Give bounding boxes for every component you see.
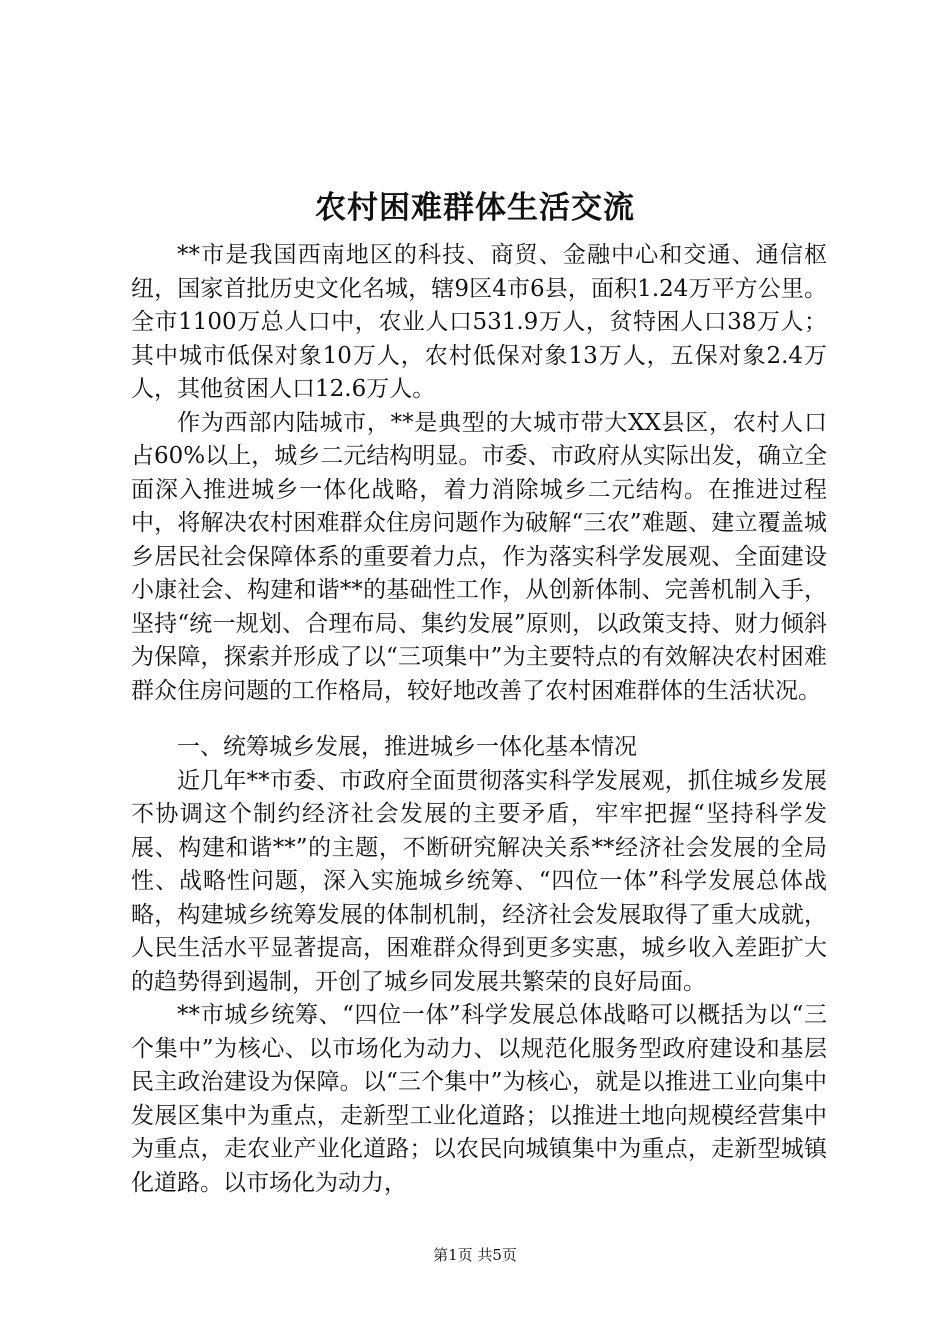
document-body bbox=[131, 239, 827, 1200]
paragraph-overview: **市是我国西南地区的科技、商贸、金融中心和交通、通信枢纽，国家首批历史文化名城，辖9区4市6县，面积1.24万平方公里。全市1100万总人口中，农业人口531.9万人，贫特困人口38万人；其中城市低保对象10万人，农村低保对象13万人，五保对象2.4万人，其他贫困人口12.6万人。 bbox=[131, 242, 827, 402]
page-footer: 第1页 共5页 bbox=[433, 1246, 517, 1264]
paragraph-total-strategy: **市城乡统筹、“四位一体”科学发展总体战略可以概括为以“三个集中”为核心、以市场化为动力、以规范化服务型政府建设和基层民主政治建设为保障。以“三个集中”为核心，就是以推进工业向集中发展区集中为重点，走新型工业化道路；以推进土地向规模经营集中为重点，走农业产业化道路；以农民向城镇集中为重点，走新型城镇化道路。以市场化为动力， bbox=[131, 1002, 827, 1196]
document-title: 农村困难群体生活交流 bbox=[315, 190, 635, 226]
section-heading: 一、统筹城乡发展，推进城乡一体化基本情况 bbox=[177, 734, 637, 760]
paragraph-development: 近几年**市委、市政府全面贯彻落实科学发展观，抓住城乡发展不协调这个制约经济社会发展的主要矛盾，牢牢把握“坚持科学发展、构建和谐**”的主题，不断研究解决关系**经济社会发展的全局性、战略性问题，深入实施城乡统筹、“四位一体”科学发展总体战略，构建城乡统筹发展的体制机制，经济社会发展取得了重大成就，人民生活水平显著提高，困难群众得到更多实惠，城乡收入差距扩大的趋势得到遏制，开创了城乡同发展共繁荣的良好局面。 bbox=[131, 767, 827, 995]
paragraph-strategy: 作为西部内陆城市，**是典型的大城市带大XX县区，农村人口占60%以上，城乡二元结构明显。市委、市政府从实际出发，确立全面深入推进城乡一体化战略，着力消除城乡二元结构。在推进过程中，将解决农村困难群众住房问题作为破解“三农”难题、建立覆盖城乡居民社会保障体系的重要着力点，作为落实科学发展观、全面建设小康社会、构建和谐**的基础性工作，从创新体制、完善机制入手，坚持“统一规划、合理布局、集约发展”原则，以政策支持、财力倾斜为保障，探索并形成了以“三项集中”为主要特点的有效解决农村困难群众住房问题的工作格局，较好地改善了农村困难群体的生活状况。 bbox=[131, 409, 827, 704]
